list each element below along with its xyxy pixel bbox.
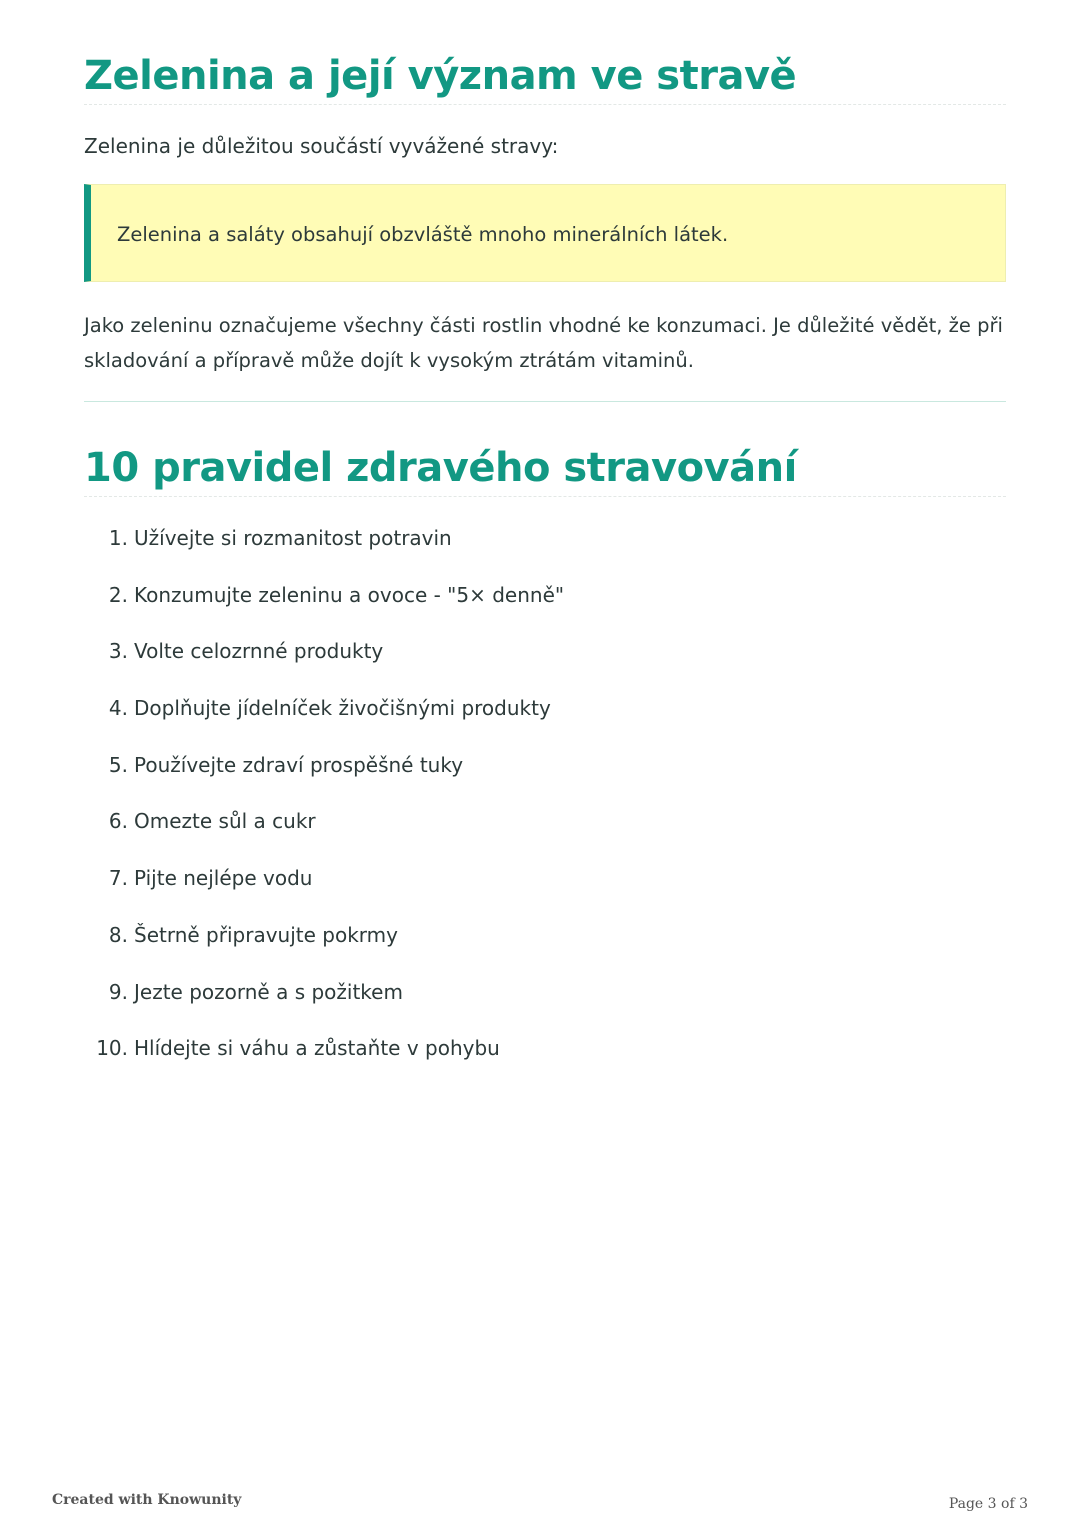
list-item — [84, 1029, 564, 1086]
list-item-text: Omezte sůl a cukr — [134, 809, 316, 834]
section-divider — [84, 401, 1006, 402]
list-number: 10. — [96, 1036, 128, 1061]
list-item — [84, 973, 564, 1030]
list-item-text: Užívejte si rozmanitost potravin — [134, 526, 452, 550]
list-item-text: Používejte zdraví prospěšné tuky — [134, 752, 464, 777]
list-number: 9. — [108, 979, 128, 1004]
list-item — [84, 519, 564, 576]
list-item — [84, 632, 564, 689]
footer-page-number: Page 3 of 3 — [948, 1496, 1028, 1512]
section-title-vegetables: Zelenina a její význam ve stravě — [84, 53, 797, 99]
highlight-callout — [84, 184, 1006, 282]
list-number: 5. — [108, 752, 128, 777]
list-item — [84, 802, 564, 859]
list-item — [84, 916, 564, 973]
footer-credit: Created with Knowunity — [52, 1492, 242, 1508]
section-title-block — [84, 444, 1006, 497]
section-body-paragraph: Jako zeleninu označujeme všechny části rostlin vhodné ke konzumaci. Je důležité vědět, že při skladování a přípravě může dojít k vysokým ztrátám vitaminů. — [84, 314, 1003, 372]
list-item-text: Hlídejte si váhu a zůstaňte v pohybu — [134, 1036, 500, 1061]
rules-list — [84, 519, 564, 1086]
section-title-block — [84, 52, 1006, 105]
list-number: 1. — [108, 526, 128, 550]
list-item-text: Šetrně připravujte pokrmy — [134, 922, 398, 947]
list-item-text: Volte celozrnné produkty — [134, 639, 384, 664]
list-number: 2. — [108, 582, 128, 607]
list-number: 3. — [108, 639, 128, 664]
list-number: 8. — [108, 922, 128, 947]
list-item — [84, 859, 564, 916]
list-number: 4. — [108, 696, 128, 721]
list-item-text: Konzumujte zeleninu a ovoce - "5× denně" — [134, 582, 565, 607]
list-item — [84, 746, 564, 803]
list-item — [84, 576, 564, 633]
callout-text: Zelenina a saláty obsahují obzvláště mnoho minerálních látek. — [117, 223, 729, 246]
list-item-text: Pijte nejlépe vodu — [134, 866, 313, 891]
section-intro: Zelenina je důležitou součástí vyvážené stravy: — [84, 134, 559, 158]
section-title-rules: 10 pravidel zdravého stravování — [84, 445, 797, 491]
list-item — [84, 689, 564, 746]
list-number: 6. — [108, 809, 128, 834]
list-item-text: Jezte pozorně a s požitkem — [134, 979, 403, 1004]
list-item-text: Doplňujte jídelníček živočišnými produkty — [134, 696, 551, 721]
list-number: 7. — [108, 866, 128, 891]
